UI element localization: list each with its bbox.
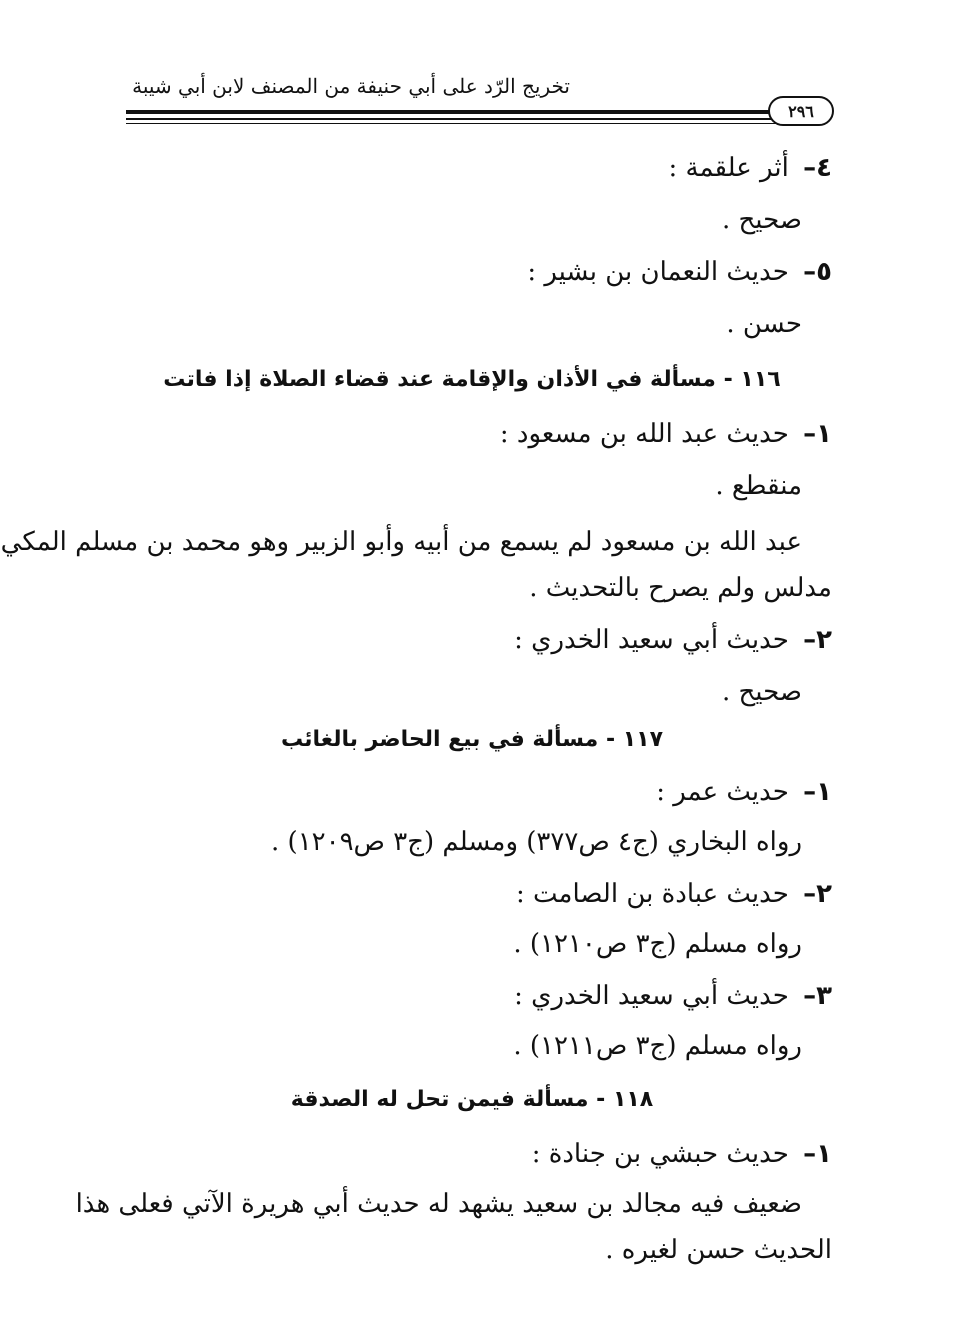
item-title: حديث حبشي بن جنادة : <box>531 1139 789 1169</box>
section-heading-118: ١١٨ - مسألة فيمن تحل له الصدقة <box>290 1087 654 1112</box>
section-heading-117: ١١٧ - مسألة في بيع الحاضر بالغائب <box>280 727 664 752</box>
header-rule-medium <box>126 118 778 120</box>
item-number: ١– <box>803 419 832 449</box>
s116-item-1-grade: منقطع . <box>715 471 802 501</box>
item-number: ٣– <box>803 981 832 1011</box>
item-number: ٢– <box>803 625 832 655</box>
s118-item-1-title <box>112 1134 832 1174</box>
item-title: حديث عبادة بن الصامت : <box>515 879 789 909</box>
s117-item-1-title <box>112 772 832 812</box>
s118-paragraph-line-2: الحديث حسن لغيره . <box>605 1235 832 1265</box>
item-number: ٥– <box>803 257 832 287</box>
s116-paragraph-line-2: مدلس ولم يصرح بالتحديث . <box>529 573 832 603</box>
section-heading-116: ١١٦ - مسألة في الأذان والإقامة عند قضاء الصلاة إذا فاتت <box>163 367 781 392</box>
item-number: ١– <box>803 1139 832 1169</box>
item-title: حديث أبي سعيد الخدري : <box>514 625 789 655</box>
s116-item-1-title <box>112 414 832 454</box>
item-5-grade: حسن . <box>726 309 802 339</box>
s117-item-2-source: رواه مسلم (ج٣ ص١٢١٠) . <box>513 929 802 959</box>
item-4-grade: صحيح . <box>721 205 802 235</box>
page-content <box>0 148 832 1308</box>
s116-paragraph-line-1: عبد الله بن مسعود لم يسمع من أبيه وأبو الزبير وهو محمد بن مسلم المكي <box>0 527 802 557</box>
s117-item-2-title <box>112 874 832 914</box>
s117-item-3-source: رواه مسلم (ج٣ ص١٢١١) . <box>513 1031 802 1061</box>
s116-item-2-title <box>112 620 832 660</box>
s118-paragraph-line-1: ضعيف فيه مجالد بن سعيد يشهد له حديث أبي هريرة الآتي فعلى هذا <box>75 1189 802 1219</box>
s117-item-1-source: رواه البخاري (ج٤ ص٣٧٧) ومسلم (ج٣ ص١٢٠٩) . <box>271 827 802 857</box>
item-5-title <box>112 252 832 292</box>
item-4-title <box>112 148 832 188</box>
running-header-title: تخريج الرّد على أبي حنيفة من المصنف لابن أبي شيبة <box>132 74 570 98</box>
item-title: حديث أبي سعيد الخدري : <box>514 981 789 1011</box>
item-title: حديث عبد الله بن مسعود : <box>499 419 789 449</box>
item-number: ١– <box>803 777 832 807</box>
item-title: أثر علقمة : <box>668 153 789 183</box>
item-number: ٢– <box>803 879 832 909</box>
item-title: حديث النعمان بن بشير : <box>527 257 789 287</box>
page-number-badge: ٢٩٦ <box>768 96 834 126</box>
header-rule-thin <box>126 123 778 124</box>
s116-item-2-grade: صحيح . <box>721 677 802 707</box>
item-number: ٤– <box>803 153 832 183</box>
s117-item-3-title <box>112 976 832 1016</box>
header-rule-thick <box>126 110 778 114</box>
item-title: حديث عمر : <box>656 777 789 807</box>
